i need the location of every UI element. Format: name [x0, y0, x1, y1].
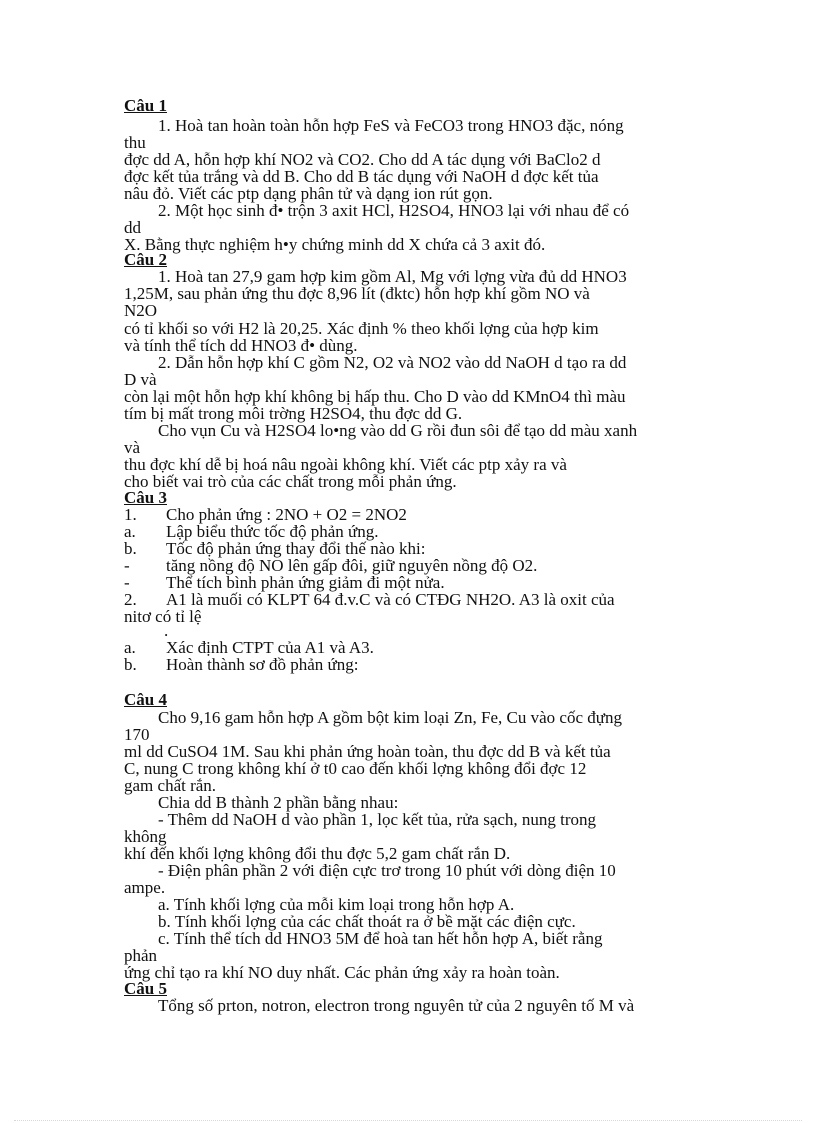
paragraph-line: 170	[124, 725, 150, 744]
list-item: Lập biểu thức tốc độ phản ứng.	[166, 522, 379, 541]
paragraph-line: a. Tính khối lợng của mỗi kim loại trong hỗn hợp A.	[158, 895, 515, 914]
paragraph-line: ml dd CuSO4 1M. Sau khi phản ứng hoàn toàn, thu đợc dd B và kết tủa	[124, 742, 611, 761]
list-label: 1.	[124, 505, 137, 524]
list-label: 2.	[124, 590, 137, 609]
list-label: b.	[124, 655, 137, 674]
paragraph-line: có tỉ khối so với H2 là 20,25. Xác định % theo khối lợng của hợp kim	[124, 319, 599, 338]
paragraph-line: 1. Hoà tan 27,9 gam hợp kim gồm Al, Mg với lợng vừa đủ dd HNO3	[158, 267, 627, 286]
paragraph-line: và tính thể tích dd HNO3 đ• dùng.	[124, 336, 358, 355]
paragraph-line: đợc dd A, hỗn hợp khí NO2 và CO2. Cho dd A tác dụng với BaClo2 d	[124, 150, 601, 169]
paragraph-line: ampe.	[124, 878, 166, 897]
heading-cau-2: Câu 2	[124, 250, 167, 269]
paragraph-line: - Điện phân phần 2 với điện cực trơ trong 10 phút với dòng điện 10	[158, 861, 616, 880]
heading-cau-3: Câu 3	[124, 488, 167, 507]
paragraph-line: cho biết vai trò của các chất trong mỗi phản ứng.	[124, 472, 457, 491]
page-bottom-divider	[14, 1120, 802, 1121]
list-item: A1 là muối có KLPT 64 đ.v.C và có CTĐG NH2O. A3 là oxit của	[166, 590, 615, 609]
paragraph-line: còn lại một hỗn hợp khí không bị hấp thu. Cho D vào dd KMnO4 thì màu	[124, 387, 626, 406]
paragraph-line: N2O	[124, 301, 158, 320]
list-item: Cho phản ứng : 2NO + O2 = 2NO2	[166, 505, 407, 524]
paragraph-line: dd	[124, 218, 141, 237]
paragraph-line: 2. Một học sinh đ• trộn 3 axit HCl, H2SO4, HNO3 lại với nhau để có	[158, 201, 630, 220]
heading-cau-1: Câu 1	[124, 96, 167, 115]
paragraph-line: X. Bằng thực nghiệm h•y chứng minh dd X chứa cả 3 axit đó.	[124, 235, 546, 254]
list-label: -	[124, 556, 130, 575]
paragraph-line: b. Tính khối lợng của các chất thoát ra ở bề mặt các điện cực.	[158, 912, 576, 931]
paragraph-line: C, nung C trong không khí ở t0 cao đến khối lợng không đổi đợc 12	[124, 759, 587, 778]
paragraph-line: nitơ có tỉ lệ	[124, 607, 202, 626]
paragraph-line: thu	[124, 133, 146, 152]
heading-cau-5: Câu 5	[124, 979, 167, 998]
paragraph-line: 1. Hoà tan hoàn toàn hỗn hợp FeS và FeCO3 trong HNO3 đặc, nóng	[158, 116, 624, 135]
paragraph-line: 2. Dẫn hỗn hợp khí C gồm N2, O2 và NO2 vào dd NaOH d tạo ra dd	[158, 353, 627, 372]
list-label: b.	[124, 539, 137, 558]
paragraph-line: c. Tính thể tích dd HNO3 5M để hoà tan hết hỗn hợp A, biết rằng	[158, 929, 603, 948]
paragraph-line: nâu đỏ. Viết các ptp dạng phân tử và dạng ion rút gọn.	[124, 184, 493, 203]
list-label: a.	[124, 638, 136, 657]
paragraph-line: Chia dd B thành 2 phần bằng nhau:	[158, 793, 399, 812]
paragraph-line: Tổng số prton, notron, electron trong nguyên tử của 2 nguyên tố M và	[158, 996, 635, 1015]
list-item: Thể tích bình phản ứng giảm đi một nửa.	[166, 573, 445, 592]
paragraph-line: phản	[124, 946, 158, 965]
paragraph-line: khí đến khối lợng không đổi thu đợc 5,2 gam chất rắn D.	[124, 844, 511, 863]
heading-cau-4: Câu 4	[124, 690, 167, 709]
list-item: Hoàn thành sơ đồ phản ứng:	[166, 655, 359, 674]
paragraph-line: gam chất rắn.	[124, 776, 217, 795]
list-item: tăng nồng độ NO lên gấp đôi, giữ nguyên nồng độ O2.	[166, 556, 538, 575]
paragraph-line: D và	[124, 370, 157, 389]
paragraph-line: Cho 9,16 gam hỗn hợp A gồm bột kim loại Zn, Fe, Cu vào cốc đựng	[158, 708, 622, 727]
paragraph-line: tím bị mất trong môi trờng H2SO4, thu đợc dd G.	[124, 404, 463, 423]
list-item: Tốc độ phản ứng thay đổi thế nào khi:	[166, 539, 426, 558]
list-label: a.	[124, 522, 136, 541]
paragraph-line: - Thêm dd NaOH d vào phần 1, lọc kết tủa, rửa sạch, nung trong	[158, 810, 597, 829]
paragraph-line: ứng chỉ tạo ra khí NO duy nhất. Các phản ứng xảy ra hoàn toàn.	[124, 963, 560, 982]
paragraph-line: đợc kết tủa trắng và dd B. Cho dd B tác dụng với NaOH d đợc kết tủa	[124, 167, 599, 186]
paragraph-line: .	[164, 621, 169, 640]
paragraph-line: 1,25M, sau phản ứng thu đợc 8,96 lít (đktc) hỗn hợp khí gồm NO và	[124, 284, 590, 303]
paragraph-line: không	[124, 827, 167, 846]
list-label: -	[124, 573, 130, 592]
paragraph-line: thu đợc khí dễ bị hoá nâu ngoài không khí. Viết các ptp xảy ra và	[124, 455, 567, 474]
paragraph-line: Cho vụn Cu và H2SO4 lo•ng vào dd G rồi đun sôi để tạo dd màu xanh	[158, 421, 638, 440]
list-item: Xác định CTPT của A1 và A3.	[166, 638, 374, 657]
paragraph-line: và	[124, 438, 141, 457]
